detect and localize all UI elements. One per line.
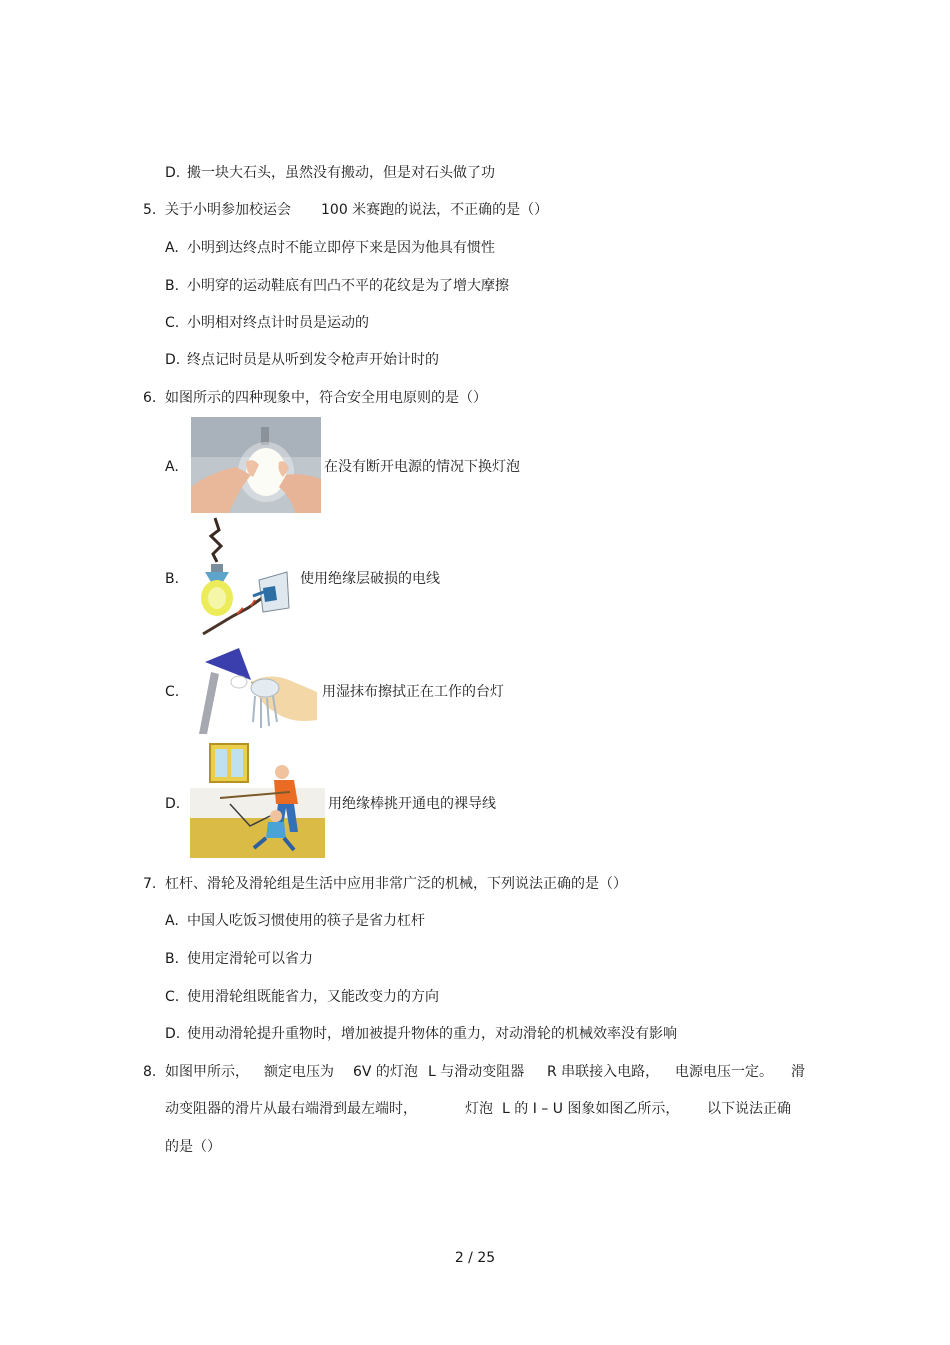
option-text: 中国人吃饭习惯使用的筷子是省力杠杆: [187, 913, 425, 929]
question-6-stem: [143, 388, 487, 408]
damaged-wire-bulb-image: [193, 516, 297, 638]
q8-line2-seg: 动变阻器的滑片从最右端滑到最左端时，: [165, 1101, 417, 1117]
option-text: 小明到达终点时不能立即停下来是因为他具有惯性: [187, 240, 495, 256]
option-label: D.: [165, 796, 181, 812]
option-text: 使用滑轮组既能省力，又能改变力的方向: [187, 989, 439, 1005]
q4-option-d: [165, 163, 495, 183]
q8-line1-seg: 电源电压一定。: [675, 1064, 773, 1080]
option-text: 小明穿的运动鞋底有凹凸不平的花纹是为了增大摩擦: [187, 278, 509, 294]
option-label: B.: [165, 951, 180, 967]
question-number: 5.: [143, 202, 157, 218]
page-number: 2 / 25: [454, 1250, 496, 1266]
stem-part: 关于小明参加校运会: [165, 202, 291, 218]
q7-option-a: [165, 911, 425, 931]
option-label: D.: [165, 1026, 181, 1042]
stem-text: 如图所示的四种现象中，符合安全用电原则的是（）: [165, 390, 487, 406]
option-text: 小明相对终点计时员是运动的: [187, 315, 369, 331]
q8-line1-seg: R 串联接入电路，: [547, 1064, 660, 1080]
q8-line1-seg: 额定电压为: [264, 1064, 334, 1080]
option-label: A.: [165, 913, 179, 929]
option-label: C.: [165, 684, 180, 700]
q5-option-c: [165, 313, 369, 333]
option-label: B.: [165, 571, 180, 587]
option-label: C.: [165, 989, 180, 1005]
q8-line2-seg: 灯泡: [465, 1101, 493, 1117]
question-7-stem: [143, 874, 627, 894]
q8-line1-seg: 6V 的灯泡: [353, 1064, 418, 1080]
question-5-stem: [143, 200, 548, 220]
hand-changing-bulb-image: [191, 417, 321, 513]
insulated-rod-rescue-image: [190, 742, 325, 858]
option-text: 终点记时员是从听到发令枪声开始计时的: [187, 352, 439, 368]
q7-option-c: [165, 987, 439, 1007]
question-8-number: 8.: [143, 1064, 157, 1080]
option-label: A.: [165, 459, 179, 475]
q7-option-b: [165, 949, 313, 969]
option-text: 使用绝缘层破损的电线: [300, 571, 440, 587]
q8-line2-seg: L 的 I – U 图象如图乙所示，: [502, 1101, 680, 1117]
option-text: 在没有断开电源的情况下换灯泡: [324, 459, 520, 475]
q5-option-b: [165, 276, 509, 296]
q8-line2-seg: 以下说法正确: [707, 1101, 791, 1117]
option-label: C.: [165, 315, 180, 331]
stem-text: 杠杆、滑轮及滑轮组是生活中应用非常广泛的机械，下列说法正确的是（）: [165, 876, 627, 892]
q8-line1-seg: 滑: [791, 1064, 805, 1080]
wet-cloth-desk-lamp-image: [191, 642, 319, 737]
q8-line1-seg: 如图甲所示，: [165, 1064, 249, 1080]
question-number: 6.: [143, 390, 157, 406]
option-text: 用湿抹布擦拭正在工作的台灯: [322, 684, 504, 700]
option-text: 搬一块大石头，虽然没有搬动，但是对石头做了功: [187, 165, 495, 181]
q8-line1-seg: L 与滑动变阻器: [428, 1064, 525, 1080]
q5-option-d: [165, 350, 439, 370]
option-label: D.: [165, 352, 181, 368]
q7-option-d: [165, 1024, 677, 1044]
option-label: A.: [165, 240, 179, 256]
question-number: 7.: [143, 876, 157, 892]
option-text: 使用定滑轮可以省力: [187, 951, 313, 967]
q8-line3: 的是（）: [165, 1139, 221, 1155]
option-text: 用绝缘棒挑开通电的裸导线: [328, 796, 496, 812]
option-label: D.: [165, 165, 181, 181]
stem-part: 100 米赛跑的说法，不正确的是（）: [321, 202, 549, 218]
q5-option-a: [165, 238, 495, 258]
option-text: 使用动滑轮提升重物时，增加被提升物体的重力，对动滑轮的机械效率没有影响: [187, 1026, 677, 1042]
option-label: B.: [165, 278, 180, 294]
